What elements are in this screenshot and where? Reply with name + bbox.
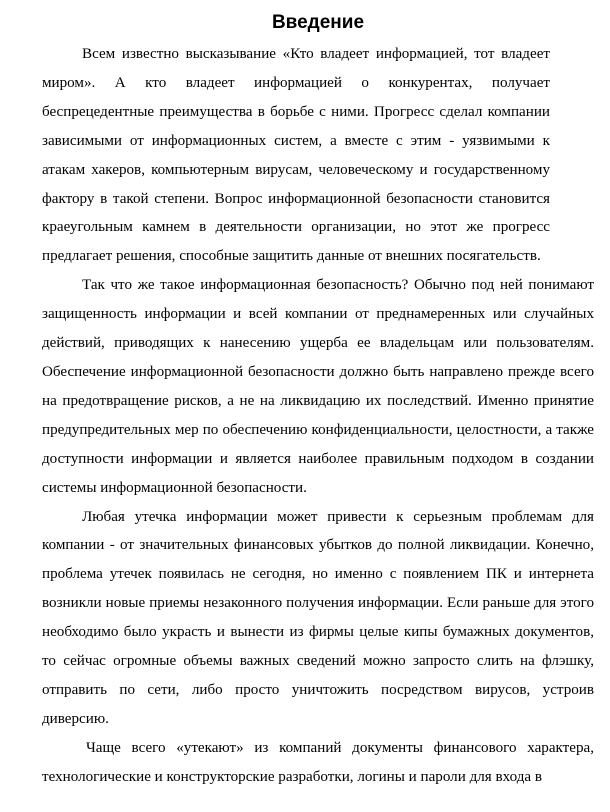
document-page xyxy=(42,6,594,792)
paragraph-3: Любая утечка информации может привести к серьезным проблемам для компании - от значительных финансовых убытков до полной ликвидации. Конечно, проблема утечек появилась не сегодня, но именно с появлением ПК и интернета возникли новые приемы незаконного получения информации. Если раньше для этого необходимо было украсть и вынести из фирмы целые кипы бумажных документов, то сейчас огромные объемы важных сведений можно запросто слить на флэшку, отправить по сети, либо просто уничтожить посредством вирусов, устроив диверсию. xyxy=(42,508,594,727)
paragraph-2: Так что же такое информационная безопасность? Обычно под ней понимают защищенность информации и всей компании от преднамеренных или случайных действий, приводящих к нанесению ущерба ее владельцам или пользователям. Обеспечение информационной безопасности должно быть направлено прежде всего на предотвращение рисков, а не на ликвидацию их последствий. Именно принятие предупредительных мер по обеспечению конфиденциальности, целостности, а также доступности информации и является наиболее правильным подходом в создании системы информационной безопасности. xyxy=(42,277,594,496)
page-title: Введение xyxy=(271,12,365,33)
paragraph-4: Чаще всего «утекают» из компаний документы финансового характера, технологические и конструкторские разработки, логины и пароли для входа в xyxy=(42,739,594,785)
paragraph-1: Всем известно высказывание «Кто владеет информацией, тот владеет миром». А кто владеет информацией о конкурентах, получает беспрецедентные преимущества в борьбе с ними. Прогресс сделал компании зависимыми от информационных систем, а вместе с этим - уязвимыми к атакам хакеров, компьютерным вирусам, человеческому и государственному фактору в такой степени. Вопрос информационной безопасности становится краеугольным камнем в деятельности организации, но этот же прогресс предлагает решения, способные защитить данные от внешних посягательств. xyxy=(42,46,550,265)
